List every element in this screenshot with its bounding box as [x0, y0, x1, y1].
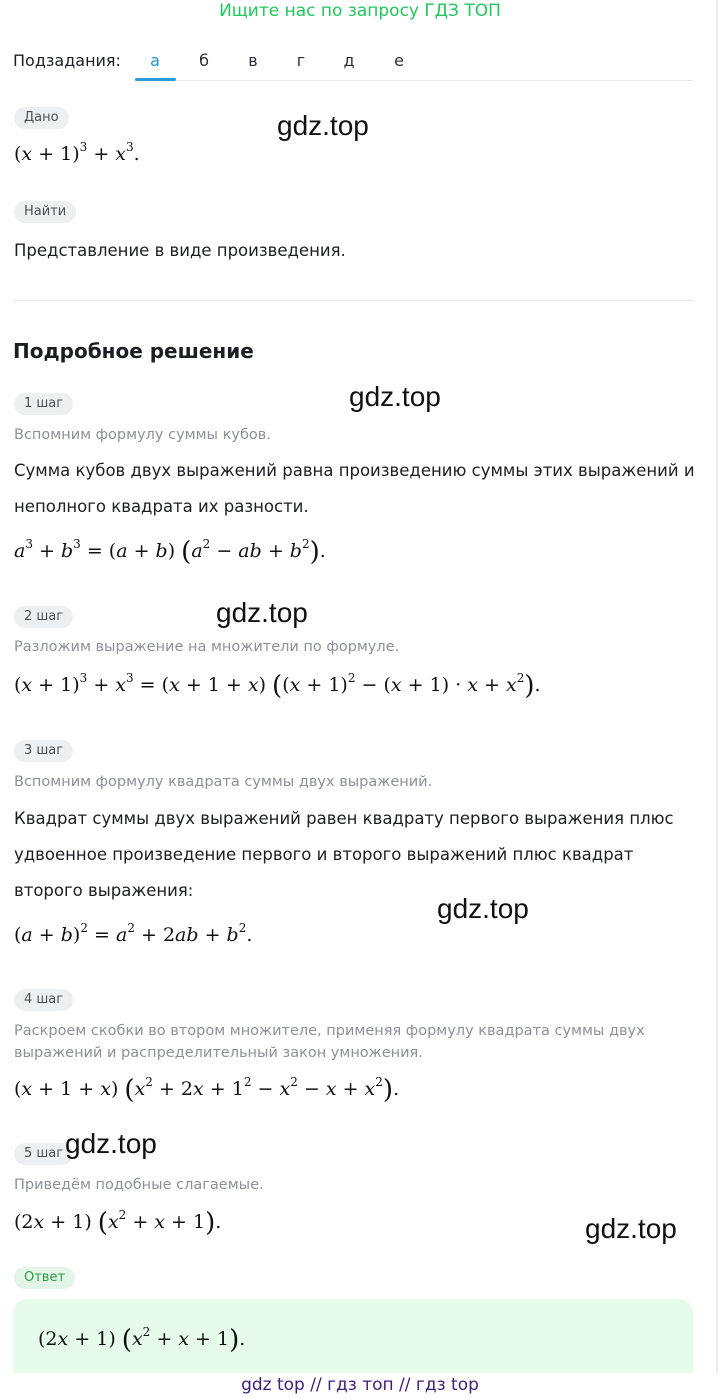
watermark: gdz.top [277, 110, 369, 141]
active-tab-indicator [135, 78, 176, 81]
tabs-divider [135, 80, 693, 81]
step-2-pill: 2 шаг [14, 606, 73, 628]
tab-e[interactable]: е [394, 51, 404, 70]
tab-a[interactable]: а [150, 51, 160, 70]
solution-heading: Подробное решение [13, 339, 254, 363]
subtasks-label: Подзадания: [13, 51, 121, 70]
answer-expression: (2x + 1) $(x^2 + x + 1)$. [38, 1325, 246, 1355]
tab-v[interactable]: в [248, 51, 258, 70]
step-2-hint: Разложим выражение на множители по формуле. [14, 639, 400, 655]
step-3-hint: Вспомним формулу квадрата суммы двух выражений. [14, 774, 433, 790]
tab-g[interactable]: г [296, 51, 306, 70]
watermark: gdz.top [349, 381, 441, 412]
step-3-pill: 3 шаг [14, 740, 73, 762]
step-1-pill: 1 шаг [14, 393, 73, 415]
step-4-hint-line-1: Раскроем скобки во втором множителе, применяя формулу квадрата суммы двух [14, 1023, 645, 1039]
given-pill: Дано [14, 107, 69, 129]
step-1-hint: Вспомним формулу суммы кубов. [14, 427, 271, 443]
step-1-text-line-2: неполного квадрата их разности. [14, 497, 309, 516]
section-divider [13, 300, 693, 301]
step-3-text-line-2: удвоенное произведение первого и второго выражений плюс квадрат [14, 845, 634, 864]
given-expression: $(x + 1)^3 + x^3$. [14, 140, 140, 165]
sum-of-cubes-formula: $a^3 + b^3 = (a + b) (a^2$ − ab + $b^2$). [14, 537, 326, 567]
step-1-text-line-1: Сумма кубов двух выражений равна произведению суммы этих выражений и [14, 461, 695, 480]
step-5-hint: Приведём подобные слагаемые. [14, 1177, 264, 1193]
search-banner: Ищите нас по запросу ГДЗ ТОП [219, 1, 501, 21]
find-text: Представление в виде произведения. [14, 241, 346, 260]
answer-pill: Ответ [14, 1267, 75, 1289]
step-2-expression: $(x + 1)^3 + x^3 = (x + 1 + x)$ $((x + 1)^2 - (x + 1) \cdot x + x^2)$. [14, 671, 541, 701]
footer-links[interactable]: gdz top // гдз топ // гдз top [0, 1373, 720, 1399]
find-pill: Найти [14, 201, 76, 223]
watermark: gdz.top [585, 1213, 677, 1244]
step-4-hint-line-2: выражений и распределительный закон умножения. [14, 1045, 423, 1061]
step-4-expression: (x + 1 + x) $(x^2 + 2x + 1^2 - x^2 - x + x^2)$. [14, 1075, 400, 1105]
watermark: gdz.top [437, 893, 529, 924]
step-3-text-line-1: Квадрат суммы двух выражений равен квадрату первого выражения плюс [14, 809, 674, 828]
square-of-sum-formula: $(a + b)^2 = a^2 + 2ab + b^2$. [14, 921, 253, 946]
page-edge-rule [716, 0, 718, 1399]
tab-d[interactable]: д [343, 51, 355, 70]
step-4-pill: 4 шаг [14, 989, 73, 1011]
step-5-pill: 5 шаг [14, 1143, 73, 1165]
watermark: gdz.top [216, 597, 308, 628]
watermark: gdz.top [65, 1128, 157, 1159]
step-3-text-line-3: второго выражения: [14, 881, 194, 900]
step-5-expression: (2x + 1) $(x^2 + x + 1)$. [14, 1208, 222, 1238]
tab-b[interactable]: б [199, 51, 209, 70]
